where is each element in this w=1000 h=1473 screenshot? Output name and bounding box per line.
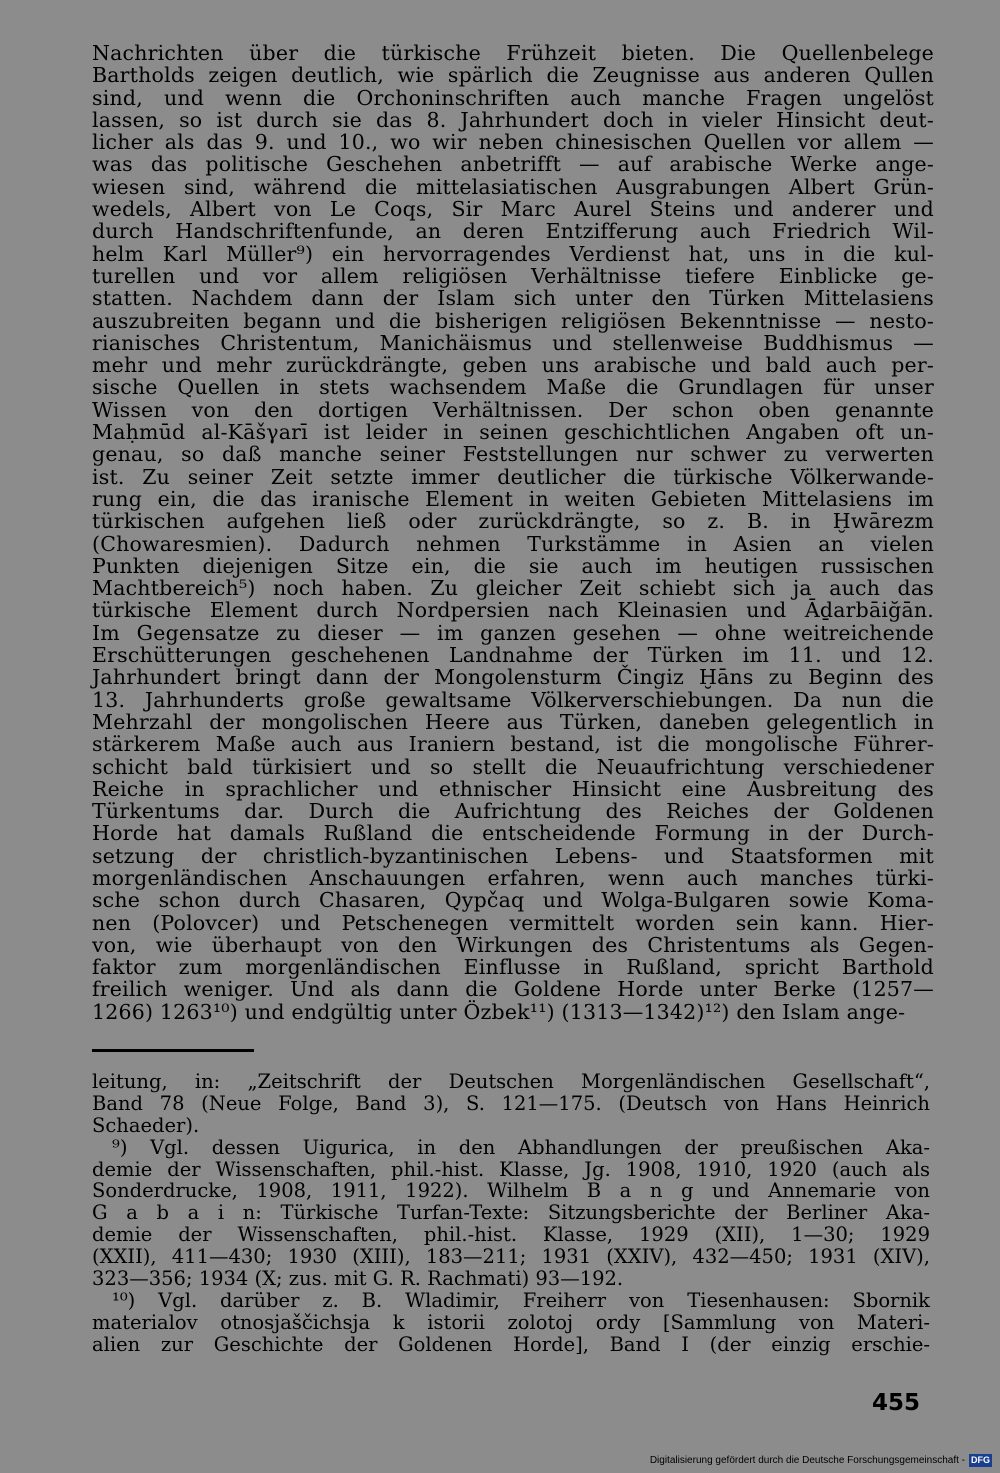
dfg-logo-icon: DFG xyxy=(971,1455,990,1465)
text-line: genau, so daß manche seiner Feststellungen nur schwer zu verwerten xyxy=(92,442,934,467)
text-line: sind, und wenn die Orchoninschriften auch manche Fragen ungelöst xyxy=(92,85,934,110)
main-text-block xyxy=(92,42,934,1023)
text-line: Mehrzahl der mongolischen Heere aus Türken, daneben gelegentlich in xyxy=(92,709,934,734)
text-line: Bartholds zeigen deutlich, wie spärlich die Zeugnisse aus anderen Qullen xyxy=(92,63,934,88)
text-line: was das politische Geschehen anbetrifft — auf arabische Werke ange- xyxy=(92,152,934,177)
text-line: türkische Element durch Nordpersien nach Kleinasien und Āḏarbāiğān. xyxy=(92,598,934,623)
text-line: rianisches Christentum, Manichäismus und stellenweise Buddhismus — xyxy=(92,330,934,355)
text-line: ist. Zu seiner Zeit setzte immer deutlicher die türkische Völkerwande- xyxy=(92,464,934,489)
text-line: schicht bald türkisiert und so stellt die Neuaufrichtung verschiedener xyxy=(92,754,934,779)
text-line: Wissen von den dortigen Verhältnissen. Der schon oben genannte xyxy=(92,397,934,422)
footnote-line: Sonderdrucke, 1908, 1911, 1922). Wilhelm B a n g und Annemarie von xyxy=(92,1179,930,1203)
text-line: Horde hat damals Rußland die entscheidende Formung in der Durch- xyxy=(92,821,934,846)
text-line: morgenländischen Anschauungen erfahren, wenn auch manches türki- xyxy=(92,865,934,890)
footnote-line: demie der Wissenschaften, phil.-hist. Klasse, Jg. 1908, 1910, 1920 (auch als xyxy=(92,1157,930,1181)
text-line: Reiche in sprachlicher und ethnischer Hinsicht eine Ausbreitung des xyxy=(92,776,934,801)
text-line: statten. Nachdem dann der Islam sich unter den Türken Mittelasiens xyxy=(92,286,934,311)
digitization-credit xyxy=(650,1454,992,1467)
footnote-line: (XXII), 411—430; 1930 (XIII), 183—211; 1931 (XXIV), 432—450; 1931 (XIV), xyxy=(92,1245,930,1269)
text-line: Maḥmūd al-Kāšγarī ist leider in seinen geschichtlichen Angaben oft un- xyxy=(92,420,934,445)
text-line: Jahrhundert bringt dann der Mongolensturm Čingiz Ḫāns zu Beginn des xyxy=(92,665,934,690)
text-line: rung ein, die das iranische Element in weiten Gebieten Mittelasiens im xyxy=(92,486,934,511)
text-line: wedels, Albert von Le Coqs, Sir Marc Aurel Steins und anderer und xyxy=(92,197,934,222)
text-line: sche schon durch Chasaren, Qypčaq und Wolga-Bulgaren sowie Koma- xyxy=(92,888,934,913)
text-line: lassen, so ist durch sie das 8. Jahrhundert doch in vieler Hinsicht deut- xyxy=(92,107,934,132)
footnotes-block xyxy=(92,1071,930,1356)
text-line: Machtbereich⁵) noch haben. Zu gleicher Zeit schiebt sich ja auch das xyxy=(92,576,934,601)
footnote-line: G a b a i n: Türkische Turfan-Texte: Sitzungsberichte der Berliner Aka- xyxy=(92,1201,930,1225)
page-number: 455 xyxy=(872,1390,921,1416)
text-line: auszubreiten begann und die bisherigen religiösen Bekenntnisse — nesto- xyxy=(92,308,934,333)
credit-text: Digitalisierung gefördert durch die Deutsche Forschungsgemeinschaft - xyxy=(649,1455,965,1466)
text-line: Türkentums dar. Durch die Aufrichtung des Reiches der Goldenen xyxy=(92,799,934,824)
text-line: von, wie überhaupt von den Wirkungen des Christentums als Gegen- xyxy=(92,932,934,957)
text-line: türkischen aufgehen ließ oder zurückdrängte, so z. B. in Ḫwārezm xyxy=(92,509,934,534)
footnote-line: ¹⁰) Vgl. darüber z. B. Wladimir, Freiherr von Tiesenhausen: Sbornik xyxy=(112,1288,930,1312)
footnote-line: materialov otnosjaščichsja k istorii zolotoj ordy [Sammlung von Materi- xyxy=(92,1310,930,1334)
text-line: licher als das 9. und 10., wo wir neben chinesischen Quellen vor allem — xyxy=(92,130,934,155)
footnote-line: demie der Wissenschaften, phil.-hist. Klasse, 1929 (XII), 1—30; 1929 xyxy=(92,1223,930,1247)
text-line: (Chowaresmien). Dadurch nehmen Turkstämme in Asien an vielen xyxy=(92,531,934,556)
text-line: stärkerem Maße auch aus Iraniern bestand, ist die mongolische Führer- xyxy=(92,732,934,757)
text-line: wiesen sind, während die mittelasiatischen Ausgrabungen Albert Grün- xyxy=(92,174,934,199)
text-line: nen (Polovcer) und Petschenegen vermittelt worden sein kann. Hier- xyxy=(92,910,934,935)
text-line: Im Gegensatze zu dieser — im ganzen gesehen — ohne weitreichende xyxy=(92,620,934,645)
footnote-line: Band 78 (Neue Folge, Band 3), S. 121—175. (Deutsch von Hans Heinrich xyxy=(92,1091,930,1115)
footnote-line: leitung, in: „Zeitschrift der Deutschen Morgenländischen Gesellschaft“, xyxy=(92,1070,930,1093)
text-line: Punkten diejenigen Sitze ein, die sie auch im heutigen russischen xyxy=(92,553,934,578)
footnote-line: ⁹) Vgl. dessen Uigurica, in den Abhandlungen der preußischen Aka- xyxy=(112,1135,930,1159)
text-line: 13. Jahrhunderts große gewaltsame Völkerverschiebungen. Da nun die xyxy=(92,687,934,712)
text-line: durch Handschriftenfunde, an deren Entzifferung auch Friedrich Wil- xyxy=(92,219,934,244)
footnote-line: Schaeder). xyxy=(92,1113,200,1137)
text-line: faktor zum morgenländischen Einflusse in Rußland, spricht Barthold xyxy=(92,955,934,980)
footnote-separator xyxy=(92,1049,254,1052)
text-line: helm Karl Müller⁹) ein hervorragendes Verdienst hat, uns in die kul- xyxy=(92,241,934,266)
text-line: mehr und mehr zurückdrängte, geben uns arabische und bald auch per- xyxy=(92,353,934,378)
text-line: freilich weniger. Und als dann die Goldene Horde unter Berke (1257— xyxy=(92,977,934,1002)
text-line: setzung der christlich-byzantinischen Lebens- und Staatsformen mit xyxy=(92,843,934,868)
text-line: Erschütterungen geschehenen Landnahme der Türken im 11. und 12. xyxy=(92,643,934,668)
footnote-line: 323—356; 1934 (X; zus. mit G. R. Rachmati) 93—192. xyxy=(92,1267,624,1291)
text-line: 1266) 1263¹⁰) und endgültig unter Özbek¹¹) (1313—1342)¹²) den Islam ange- xyxy=(92,999,906,1024)
text-line: sische Quellen in stets wachsendem Maße die Grundlagen für unser xyxy=(92,375,934,400)
footnote-line: alien zur Geschichte der Goldenen Horde], Band I (der einzig erschie- xyxy=(92,1332,930,1356)
text-line: turellen und vor allem religiösen Verhältnisse tiefere Einblicke ge- xyxy=(92,263,934,288)
text-line: Nachrichten über die türkische Frühzeit bieten. Die Quellenbelege xyxy=(92,41,934,65)
